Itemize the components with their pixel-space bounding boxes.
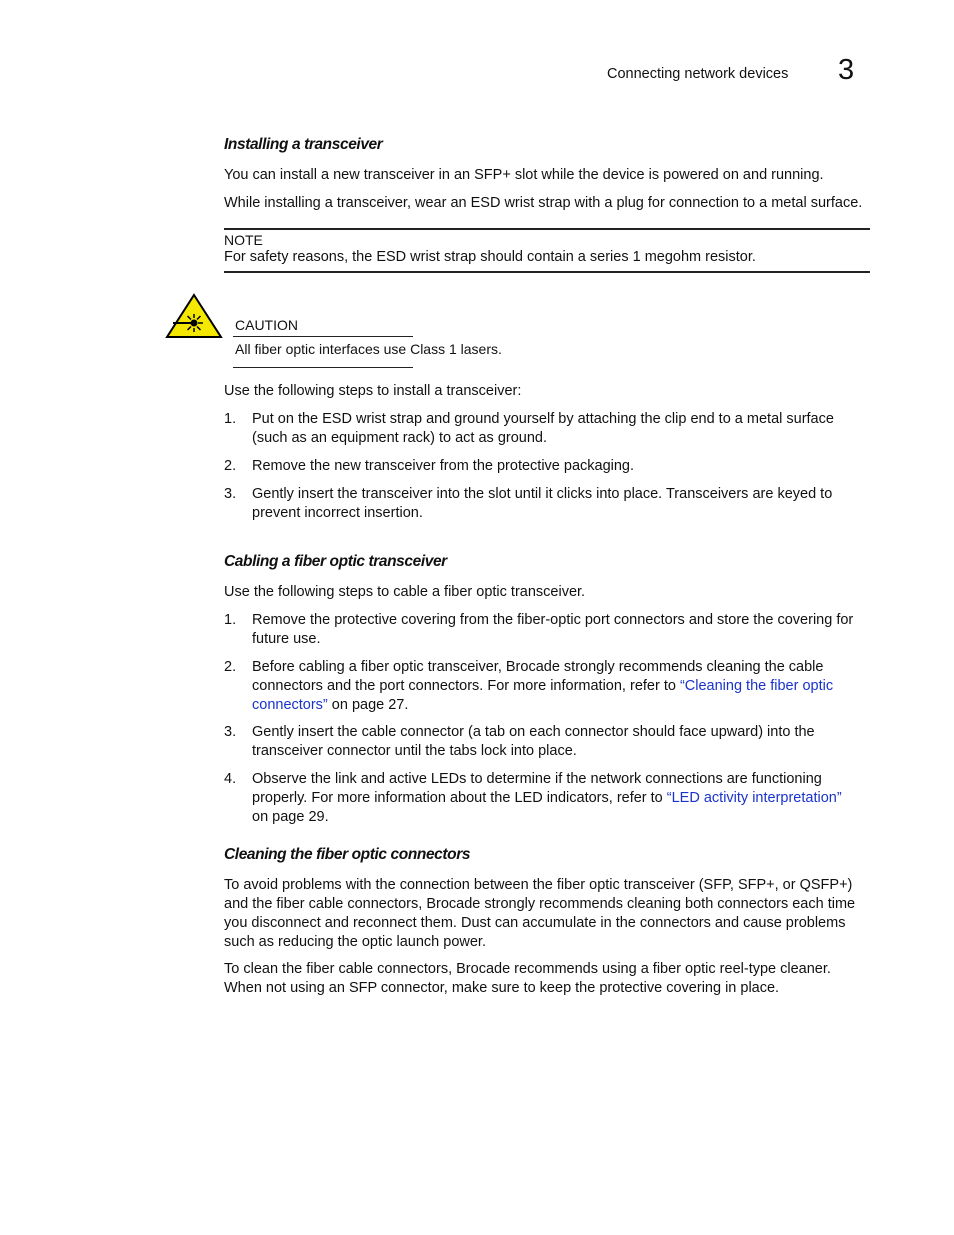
link-led-activity[interactable]: “LED activity interpretation” (666, 790, 842, 806)
heading-cabling: Cabling a fiber optic transceiver (224, 553, 447, 570)
note-text: For safety reasons, the ESD wrist strap should contain a series 1 megohm resistor. (224, 249, 756, 265)
step-text: Before cabling a fiber optic transceiver, Brocade strongly recommends cleaning the cable (252, 659, 824, 675)
step-number: 1. (224, 612, 237, 628)
step-text: (such as an equipment rack) to act as ground. (252, 430, 547, 446)
step-text: prevent incorrect insertion. (252, 505, 423, 521)
caution-rule-top (233, 336, 413, 337)
step-text: Put on the ESD wrist strap and ground yourself by attaching the clip end to a metal surface (252, 411, 834, 427)
link-cleaning-connectors[interactable]: “Cleaning the fiber optic (679, 678, 834, 694)
step-text: on page 27. (327, 697, 409, 713)
step-number: 2. (224, 659, 237, 675)
step-text: future use. (252, 631, 321, 647)
installing-para-2: While installing a transceiver, wear an ESD wrist strap with a plug for connection to a metal surface. (224, 195, 863, 211)
step-text: connectors and the port connectors. For more information, refer to (252, 678, 680, 694)
cabling-intro: Use the following steps to cable a fiber optic transceiver. (224, 584, 586, 600)
heading-cleaning: Cleaning the fiber optic connectors (224, 846, 471, 863)
step-text: Gently insert the cable connector (a tab on each connector should face upward) into the (252, 724, 815, 740)
section-title: Connecting network devices (607, 66, 789, 82)
heading-installing: Installing a transceiver (224, 136, 383, 153)
cleaning-para-1 (224, 876, 872, 952)
step-number: 4. (224, 771, 237, 787)
installing-para-1: You can install a new transceiver in an SFP+ slot while the device is powered on and running. (224, 167, 824, 183)
note-label: NOTE (224, 232, 263, 248)
step-text: Observe the link and active LEDs to determine if the network connections are functioning (252, 771, 822, 787)
step-text: Remove the new transceiver from the protective packaging. (252, 458, 635, 474)
paragraph-line: such as reducing the optic launch power. (224, 934, 486, 950)
note-bottom-rule (224, 271, 870, 273)
install-steps-intro: Use the following steps to install a transceiver: (224, 383, 522, 399)
step-number: 3. (224, 724, 237, 740)
step-text: Remove the protective covering from the fiber-optic port connectors and store the covering for (252, 612, 854, 628)
paragraph-line: To avoid problems with the connection between the fiber optic transceiver (SFP, SFP+, or QSFP+) (224, 877, 853, 893)
step-text: on page 29. (252, 809, 329, 825)
step-number: 3. (224, 486, 237, 502)
laser-warning-icon (165, 293, 223, 339)
step-number: 1. (224, 411, 237, 427)
paragraph-line: and the fiber cable connectors, Brocade strongly recommends cleaning both connectors each time (224, 896, 856, 912)
paragraph-line: When not using an SFP connector, make sure to keep the protective covering in place. (224, 980, 780, 996)
cleaning-para-2 (224, 960, 872, 998)
step-text: Gently insert the transceiver into the slot until it clicks into place. Transceivers are keyed to (252, 486, 833, 502)
step-text: transceiver connector until the tabs lock into place. (252, 743, 577, 759)
paragraph-line: you disconnect and reconnect them. Dust can accumulate in the connectors and cause problems (224, 915, 846, 931)
step-number: 2. (224, 458, 237, 474)
step-text: properly. For more information about the LED indicators, refer to (252, 790, 667, 806)
note-top-rule (224, 228, 870, 230)
caution-label: CAUTION (235, 317, 298, 333)
chapter-number: 3 (838, 54, 855, 86)
link-cleaning-connectors-cont[interactable]: connectors” (252, 697, 328, 713)
paragraph-line: To clean the fiber cable connectors, Brocade recommends using a fiber optic reel-type cleaner. (224, 961, 831, 977)
caution-rule-bottom (233, 367, 413, 368)
caution-text: All fiber optic interfaces use Class 1 lasers. (235, 341, 502, 357)
